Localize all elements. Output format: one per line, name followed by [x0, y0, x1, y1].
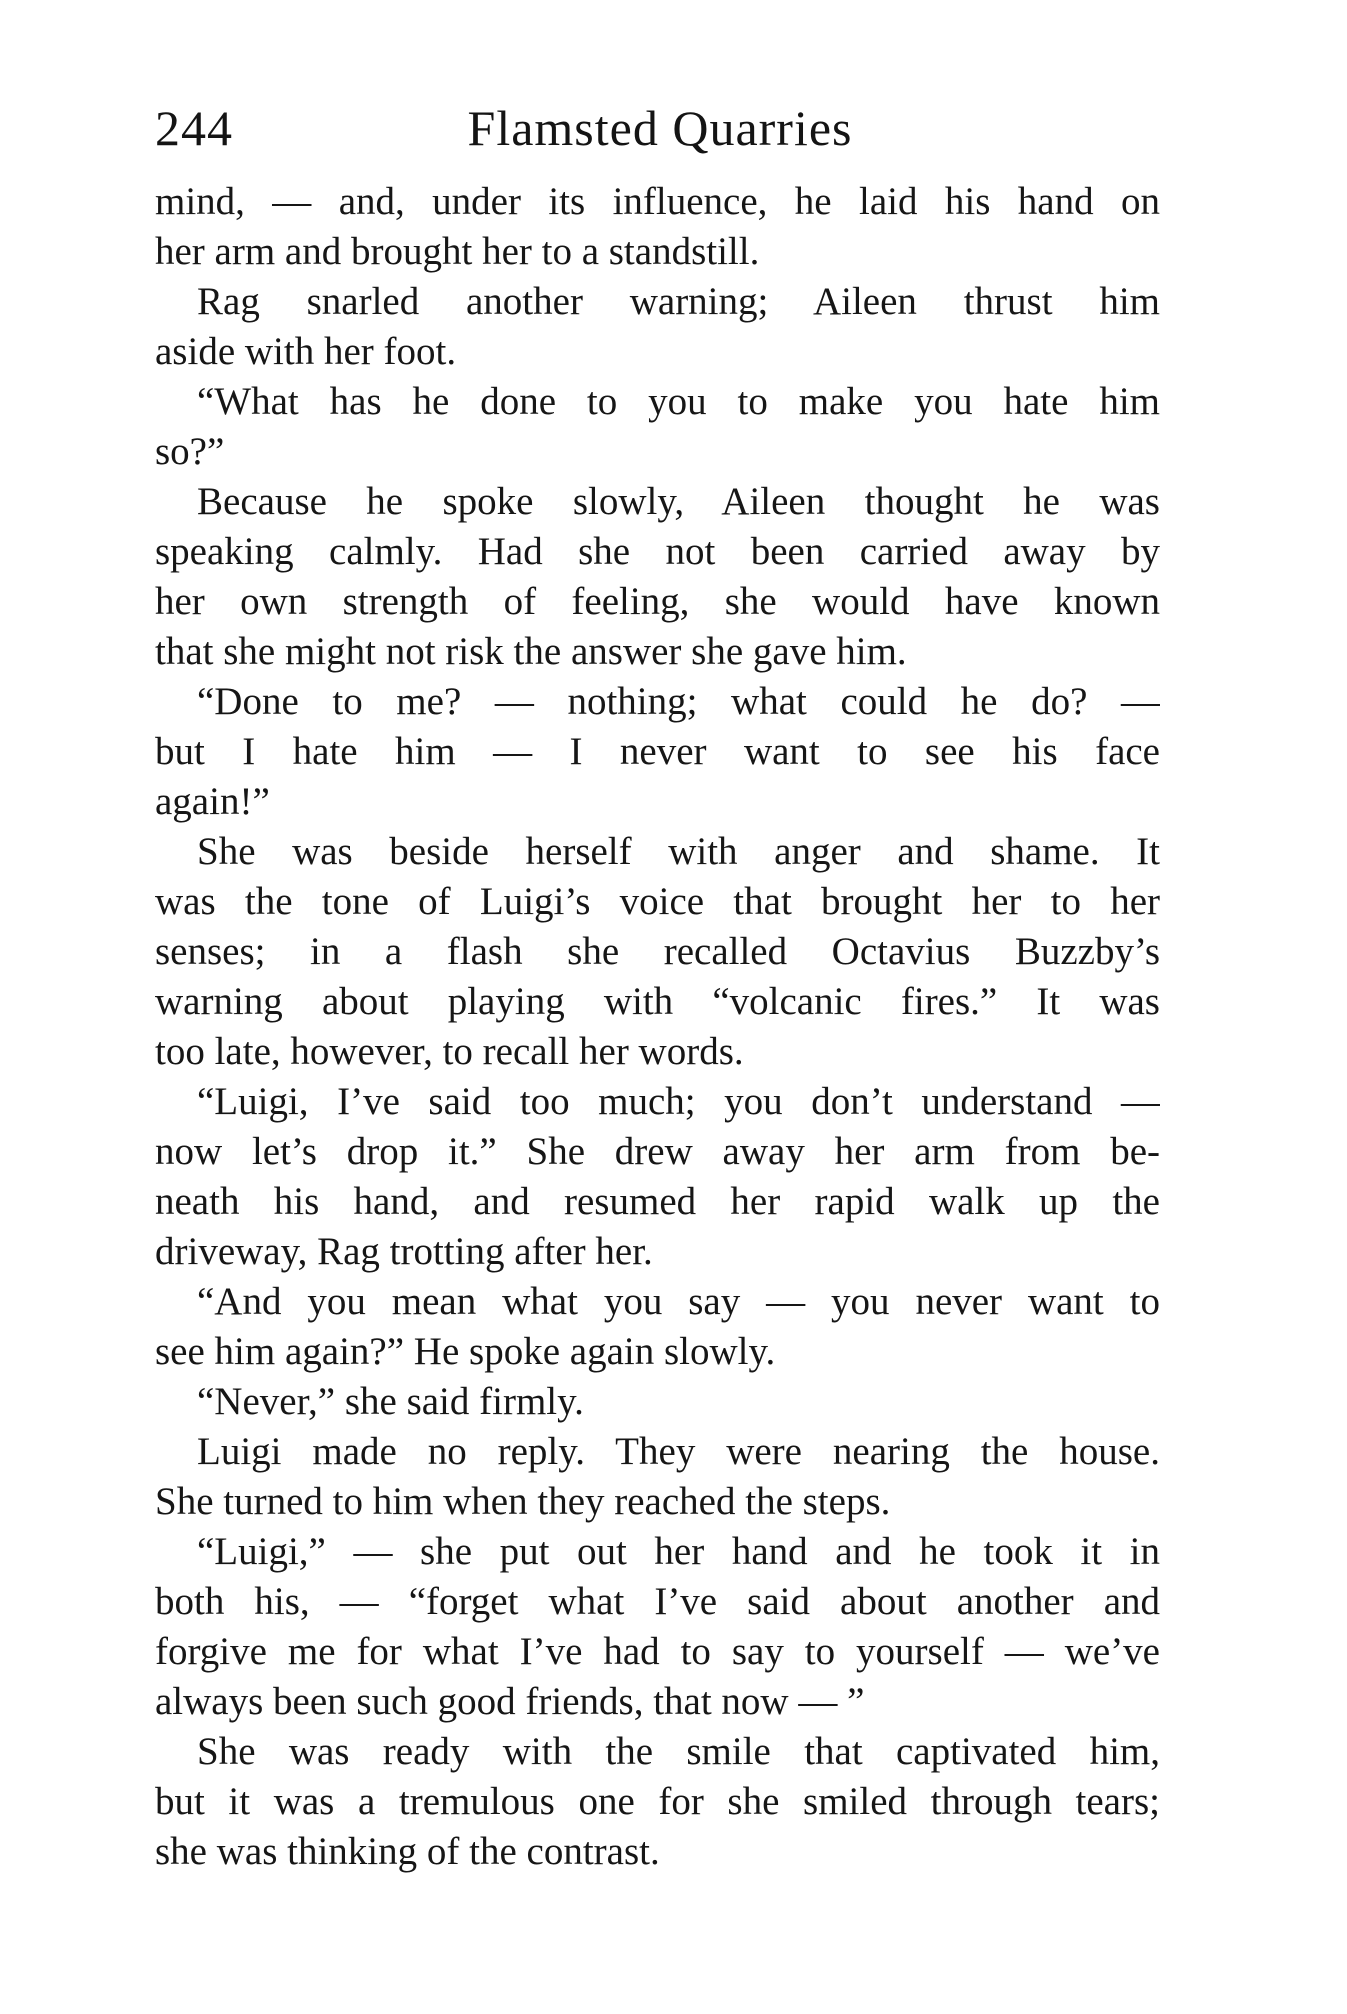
text-line: warning about playing with “volcanic fires.” It was	[155, 980, 1160, 1023]
text-line: too late, however, to recall her words.	[155, 1030, 744, 1073]
text-line: but it was a tremulous one for she smiled through tears;	[155, 1780, 1160, 1823]
body-text	[155, 177, 1160, 1877]
text-line: senses; in a flash she recalled Octavius Buzzby’s	[155, 930, 1160, 973]
text-line: aside with her foot.	[155, 330, 457, 373]
text-line: was the tone of Luigi’s voice that brought her to her	[155, 880, 1160, 923]
text-line: “Luigi,” — she put out her hand and he took it in	[197, 1530, 1160, 1573]
text-line: Luigi made no reply. They were nearing the house.	[197, 1430, 1160, 1473]
text-line: Rag snarled another warning; Aileen thrust him	[197, 280, 1160, 323]
text-line: again!”	[155, 780, 270, 823]
text-line: both his, — “forget what I’ve said about another and	[155, 1580, 1160, 1623]
page-number: 244	[155, 100, 233, 156]
text-line: “What has he done to you to make you hate him	[197, 380, 1160, 423]
text-line: see him again?” He spoke again slowly.	[155, 1330, 776, 1373]
text-line: “Done to me? — nothing; what could he do? —	[197, 680, 1160, 723]
text-line: Because he spoke slowly, Aileen thought he was	[197, 480, 1160, 523]
text-line: so?”	[155, 430, 225, 473]
text-line: always been such good friends, that now — ”	[155, 1680, 865, 1723]
text-line: her arm and brought her to a standstill.	[155, 230, 760, 273]
text-line: driveway, Rag trotting after her.	[155, 1230, 653, 1273]
page-header	[155, 98, 1165, 158]
text-line: she was thinking of the contrast.	[155, 1830, 660, 1873]
text-line: She turned to him when they reached the steps.	[155, 1480, 891, 1523]
text-line: but I hate him — I never want to see his face	[155, 730, 1160, 773]
text-line: forgive me for what I’ve had to say to yourself — we’ve	[155, 1630, 1160, 1673]
text-line: She was ready with the smile that captivated him,	[197, 1730, 1160, 1773]
text-line: mind, — and, under its influence, he laid his hand on	[155, 180, 1160, 223]
text-line: She was beside herself with anger and shame. It	[197, 830, 1160, 873]
text-line: her own strength of feeling, she would have known	[155, 580, 1160, 623]
text-line: that she might not risk the answer she gave him.	[155, 630, 907, 673]
running-head: Flamsted Quarries	[467, 100, 853, 156]
text-line: “Luigi, I’ve said too much; you don’t understand —	[197, 1080, 1160, 1123]
text-line: “Never,” she said firmly.	[197, 1380, 584, 1423]
text-line: speaking calmly. Had she not been carried away by	[155, 530, 1160, 573]
text-line: “And you mean what you say — you never want to	[197, 1280, 1160, 1323]
text-line: neath his hand, and resumed her rapid walk up the	[155, 1180, 1160, 1223]
text-line: now let’s drop it.” She drew away her arm from be-	[155, 1130, 1160, 1173]
